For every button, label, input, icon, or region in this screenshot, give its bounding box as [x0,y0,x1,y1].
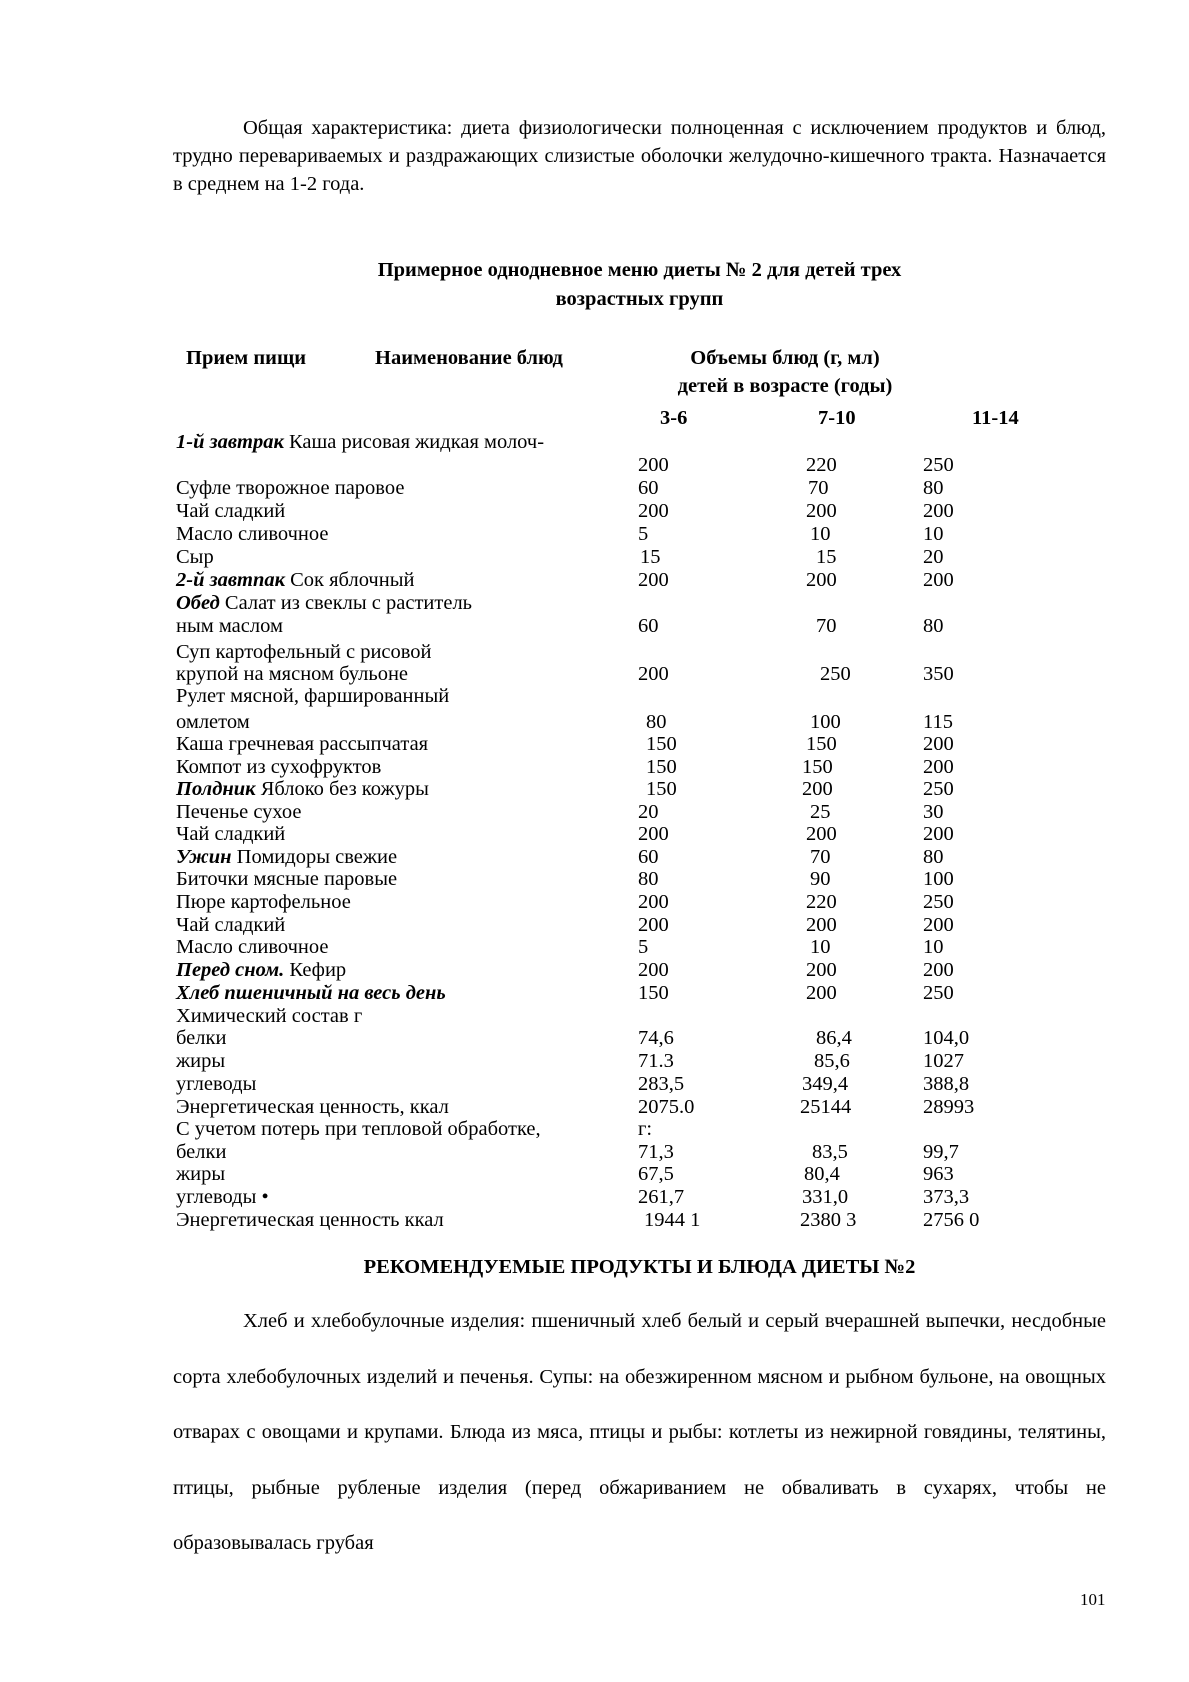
table-row [0,823,1189,845]
value-age-7-10: 70 [808,477,829,499]
value-age-3-6: 200 [638,569,669,591]
value-age-11-14: 200 [923,569,954,591]
dish-name: жиры [176,1163,226,1185]
dish-cell [176,1005,362,1027]
dish-name: белки [176,1027,227,1049]
value-age-11-14: 200 [923,733,954,755]
dish-cell [176,615,283,637]
dish-name: Каша рисовая жидкая молоч- [288,431,545,453]
menu-title-line2: возрастных групп [555,288,724,310]
value-age-3-6: 200 [638,914,669,936]
value-age-11-14: 115 [923,711,953,733]
value-age-11-14: 200 [923,959,954,981]
value-age-3-6: 150 [646,733,677,755]
dish-name: жиры [176,1050,226,1072]
dish-cell [176,868,397,890]
dish-cell [176,523,328,545]
value-age-11-14: 28993 [923,1096,975,1118]
meal-label: Ужин [176,846,232,868]
value-age-11-14: 2756 0 [923,1209,980,1231]
table-row [0,846,1189,868]
dish-name: Чай сладкий [176,500,286,522]
value-age-7-10: 2380 3 [800,1209,857,1231]
value-age-7-10: 331,0 [802,1186,849,1208]
dish-name: С учетом потерь при тепловой обработке, [176,1118,541,1140]
value-age-11-14: 20 [923,546,944,568]
table-row [0,801,1189,823]
table-row [0,1096,1189,1118]
dish-cell [176,778,429,800]
table-row [0,454,1189,476]
dish-cell [176,1096,449,1118]
value-age-11-14: 373,3 [923,1186,970,1208]
dish-name: Рулет мясной, фаршированный [176,685,450,707]
dish-name: Химический состав г [176,1005,363,1027]
dish-cell [176,936,328,958]
value-age-3-6: 150 [646,778,677,800]
dish-name: Энергетическая ценность, ккал [176,1096,449,1118]
dish-cell [176,914,285,936]
dish-cell [176,1209,444,1231]
meal-label: 2-й завтпак [176,569,285,591]
value-age-7-10: 150 [802,756,833,778]
table-row [0,1186,1189,1208]
dish-cell [176,1073,256,1095]
dish-name: белки [176,1141,227,1163]
value-age-3-6: 20 [638,801,659,823]
value-age-7-10: 80,4 [804,1163,840,1185]
table-row [0,500,1189,522]
value-age-11-14: 80 [923,477,944,499]
header-age-7-10: 7-10 [818,407,856,429]
value-age-11-14: 250 [923,454,954,476]
dish-cell [176,1050,225,1072]
value-age-7-10: 86,4 [816,1027,852,1049]
dish-name: Биточки мясные паровые [176,868,398,890]
value-age-3-6: 71.3 [638,1050,674,1072]
value-age-11-14: 100 [923,868,954,890]
value-age-3-6: 200 [638,663,669,685]
dish-name: Масло сливочное [176,523,329,545]
dish-cell [176,592,472,614]
dish-cell [176,846,397,868]
dish-cell [176,431,544,453]
table-row [0,523,1189,545]
value-age-3-6: 60 [638,477,659,499]
value-age-11-14: 250 [923,891,954,913]
value-age-7-10: 250 [820,663,851,685]
header-volumes [640,346,930,398]
table-row [0,936,1189,958]
value-age-3-6: 74,6 [638,1027,674,1049]
value-age-7-10: 349,4 [802,1073,849,1095]
menu-title-line1: Примерное однодневное меню диеты № 2 для детей трех [377,259,902,281]
value-age-3-6: 200 [638,823,669,845]
meal-label: Перед сном. [176,959,285,981]
dish-name: Масло сливочное [176,936,329,958]
value-age-3-6: 71,3 [638,1141,674,1163]
value-age-3-6: 150 [638,982,669,1004]
dish-cell [176,663,408,685]
value-age-3-6: 5 [638,523,649,545]
table-row [0,711,1189,733]
header-meal: Прием пищи [186,347,307,369]
intro-paragraph: Общая характеристика: диета физиологически полноценная с исключением продуктов и блюд, трудно перевариваемых и раздражающих слизистые оболочки желудочно-кишечного тракта. Назначается в среднем на 1-2 года. [173,117,1106,195]
dish-cell [176,959,346,981]
table-row [0,914,1189,936]
value-age-3-6: 5 [638,936,649,958]
value-age-3-6: 60 [638,846,659,868]
value-age-7-10: 70 [810,846,831,868]
value-age-11-14: 80 [923,615,944,637]
table-row [0,615,1189,637]
dish-cell [176,641,432,663]
meal-label: Хлеб пшеничный на весь день [176,982,446,1004]
value-age-7-10: 200 [806,914,837,936]
dish-cell [176,733,428,755]
value-age-7-10: 100 [810,711,841,733]
dish-cell [176,546,214,568]
dish-cell [176,1186,269,1208]
table-row [0,982,1189,1004]
dish-name: углеводы [176,1073,257,1095]
value-age-3-6: 261,7 [638,1186,685,1208]
value-age-3-6: 150 [646,756,677,778]
dish-cell [176,891,351,913]
dish-cell [176,477,404,499]
page-number: 101 [1080,1590,1106,1609]
table-row [0,1005,1189,1027]
value-age-7-10: 83,5 [812,1141,848,1163]
value-age-3-6: 67,5 [638,1163,674,1185]
header-volumes-line1: Объемы блюд (г, мл) [690,347,880,369]
value-age-11-14: 350 [923,663,954,685]
value-age-7-10: 25 [810,801,831,823]
dish-cell [176,500,285,522]
value-age-11-14: 250 [923,982,954,1004]
value-age-3-6: 2075.0 [638,1096,695,1118]
dish-name: Суп картофельный с рисовой [176,641,432,663]
menu-title [173,256,1106,314]
value-age-7-10: 220 [806,454,837,476]
table-row [0,1118,1189,1140]
dish-name: крупой на мясном бульоне [176,663,409,685]
dish-name: Энергетическая ценность ккал [176,1209,444,1231]
dish-name: Яблоко без кожуры [260,778,429,800]
value-age-7-10: 85,6 [814,1050,850,1072]
value-age-7-10: 70 [816,615,837,637]
dish-cell [176,801,302,823]
value-age-7-10: 10 [810,523,831,545]
value-age-11-14: 99,7 [923,1141,959,1163]
table-row [0,1209,1189,1231]
value-age-3-6: 1944 1 [644,1209,701,1231]
dish-name: углеводы • [176,1186,269,1208]
dish-name: Кефир [289,959,347,981]
header-age-11-14: 11-14 [972,407,1019,429]
value-age-11-14: 10 [923,936,944,958]
value-age-11-14: 200 [923,914,954,936]
table-row [0,477,1189,499]
dish-cell [176,1163,225,1185]
value-age-3-6: 15 [640,546,661,568]
value-age-3-6: 200 [638,891,669,913]
meal-label: Обед [176,592,220,614]
dish-name: омлетом [176,711,250,733]
table-row [0,641,1189,663]
value-age-11-14: 963 [923,1163,954,1185]
table-row [0,569,1189,591]
value-age-3-6: 200 [638,454,669,476]
table-row [0,685,1189,707]
dish-cell [176,1141,226,1163]
dish-cell [176,823,285,845]
value-age-3-6: 80 [638,868,659,890]
dish-name: Компот из сухофруктов [176,756,382,778]
table-row [0,1141,1189,1163]
value-age-3-6: 283,5 [638,1073,685,1095]
value-age-11-14: 30 [923,801,944,823]
value-age-11-14: 104,0 [923,1027,970,1049]
value-age-11-14: 388,8 [923,1073,970,1095]
header-age-3-6: 3-6 [660,407,688,429]
dish-name: Пюре картофельное [176,891,351,913]
dish-cell [176,685,449,707]
header-volumes-line2: детей в возрасте (годы) [677,375,893,397]
value-age-7-10: 200 [806,823,837,845]
table-row [0,1027,1189,1049]
value-age-11-14: 10 [923,523,944,545]
table-row [0,592,1189,614]
dish-name: Каша гречневая рассыпчатая [176,733,429,755]
dish-cell [176,756,381,778]
dish-cell [176,1118,541,1140]
table-row [0,1050,1189,1072]
table-row [0,959,1189,981]
recommended-paragraph: Хлеб и хлебобулочные изделия: пшеничный хлеб белый и серый вчерашней выпечки, несдобные сорта хлебобулочных изделий и печенья. Супы: на обезжиренном мясном и рыбном бульоне, на овощных отварах с овощами и крупами. Блюда из мяса, птицы и рыбы: котлеты из нежирной говядины, телятины, птицы, рыбные рубленые изделия (перед обжариванием не обваливать в сухарях, чтобы не образовывалась грубая [173,1310,1106,1554]
dish-name: Сок яблочный [290,569,415,591]
dish-name: ным маслом [176,615,283,637]
dish-name: Сыр [176,546,214,568]
value-age-7-10: 25144 [800,1096,852,1118]
value-age-11-14: 200 [923,500,954,522]
table-row [0,431,1189,453]
dish-name: Помидоры свежие [236,846,398,868]
table-row [0,1073,1189,1095]
dish-name: Чай сладкий [176,914,286,936]
meal-label: Полдник [176,778,256,800]
table-row [0,778,1189,800]
meal-label: 1-й завтрак [176,431,284,453]
value-age-3-6: 80 [646,711,667,733]
dish-cell [176,1027,226,1049]
table-row [0,868,1189,890]
header-dish: Наименование блюд [375,347,563,369]
value-age-11-14: 80 [923,846,944,868]
value-age-7-10: 10 [810,936,831,958]
table-row [0,546,1189,568]
value-age-7-10: 200 [802,778,833,800]
value-age-7-10: 200 [806,959,837,981]
dish-name: Салат из свеклы с раститель [224,592,473,614]
recommended-title: РЕКОМЕНДУЕМЫЕ ПРОДУКТЫ И БЛЮДА ДИЕТЫ №2 [363,1256,916,1278]
value-age-7-10: 200 [806,569,837,591]
dish-name: Чай сладкий [176,823,286,845]
value-age-11-14: 1027 [923,1050,964,1072]
dish-name: Суфле творожное паровое [176,477,405,499]
value-age-7-10: 200 [806,500,837,522]
dish-cell [176,982,446,1004]
table-row [0,756,1189,778]
value-age-11-14: 200 [923,823,954,845]
table-row [0,663,1189,685]
value-age-7-10: 90 [810,868,831,890]
value-age-3-6: 200 [638,500,669,522]
value-age-7-10: 220 [806,891,837,913]
value-age-7-10: 150 [806,733,837,755]
value-age-7-10: 15 [816,546,837,568]
dish-name: Печенье сухое [176,801,302,823]
table-row [0,891,1189,913]
value-age-7-10: 200 [806,982,837,1004]
value-age-11-14: 250 [923,778,954,800]
table-row [0,733,1189,755]
value-age-3-6: 60 [638,615,659,637]
value-age-3-6: г: [638,1118,653,1140]
table-row [0,1163,1189,1185]
dish-cell [176,711,250,733]
dish-cell [176,569,414,591]
value-age-3-6: 200 [638,959,669,981]
value-age-11-14: 200 [923,756,954,778]
